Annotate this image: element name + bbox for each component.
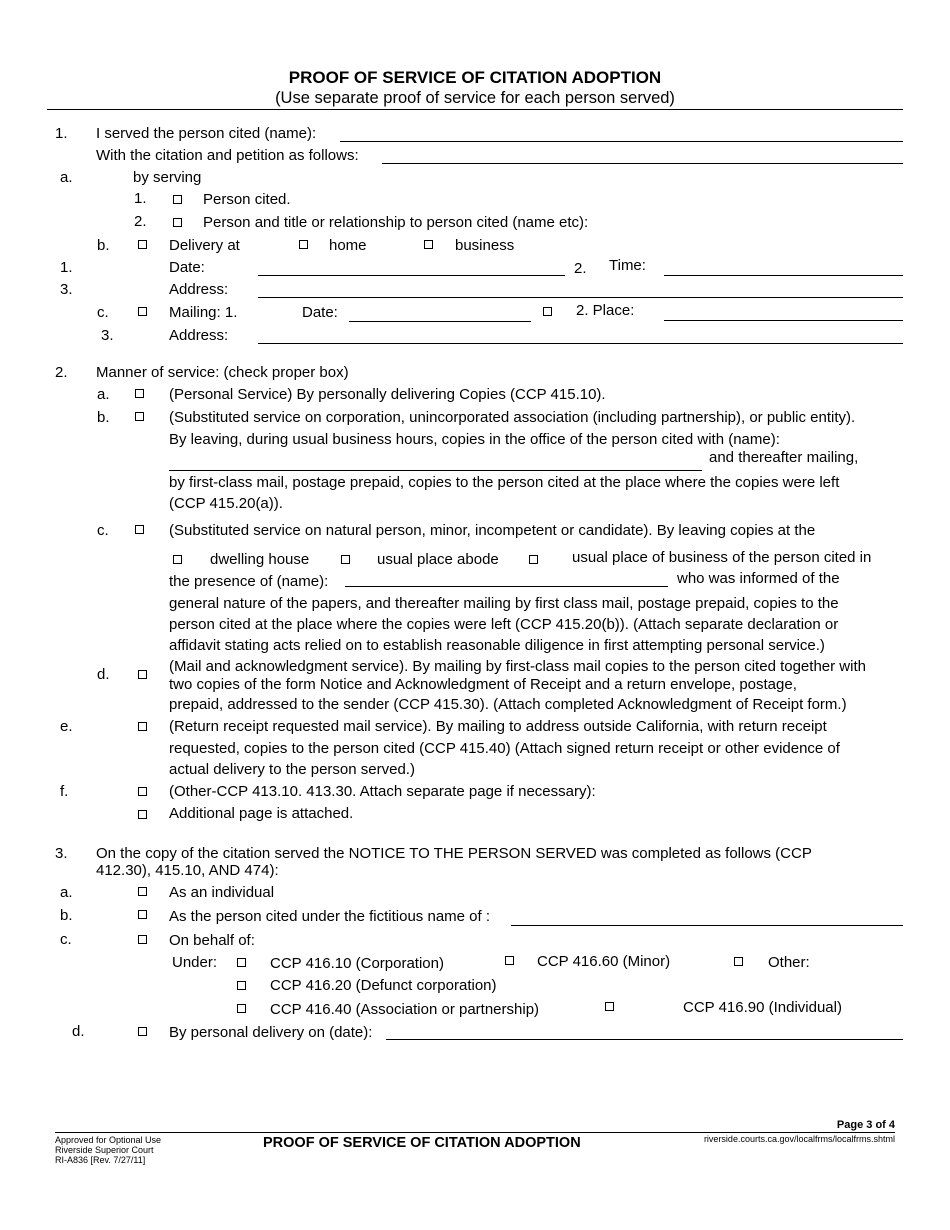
personal-service-text: (Personal Service) By personally delivering Copies (CCP 415.10). (169, 386, 606, 403)
usual-abode-label: usual place abode (377, 551, 499, 568)
served-name-label: I served the person cited (name): (96, 125, 317, 142)
ccp-41610-label: CCP 416.10 (Corporation) (270, 955, 444, 972)
mailing-address-field[interactable] (258, 343, 903, 344)
s2-c-line1: (Substituted service on natural person, minor, incompetent or candidate). By leaving copies at the (169, 522, 816, 539)
footer-court: Riverside Superior Court (55, 1145, 154, 1155)
ccp-41620-checkbox[interactable] (237, 981, 246, 990)
under-label: Under: (172, 954, 218, 971)
s3-c-letter: c. (60, 931, 72, 948)
s1-c-n3: 3. (101, 327, 114, 344)
presence-name-field[interactable] (345, 586, 668, 587)
footer-url[interactable]: riverside.courts.ca.gov/localfrms/localfrms.shtml (703, 1134, 895, 1144)
mailing-address-label: Address: (169, 327, 229, 344)
mailing-place-checkbox[interactable] (543, 307, 552, 316)
s2-b-line4: by first-class mail, postage prepaid, copies to the person cited at the place where the copies were left (169, 474, 840, 491)
ccp-41640-label: CCP 416.40 (Association or partnership) (270, 1001, 540, 1018)
ccp-41620-label: CCP 416.20 (Defunct corporation) (270, 977, 497, 994)
mailing-checkbox[interactable] (138, 307, 147, 316)
page-title: PROOF OF SERVICE OF CITATION ADOPTION (288, 68, 662, 87)
ccp-41610-checkbox[interactable] (237, 958, 246, 967)
s2-e-line3: actual delivery to the person served.) (169, 761, 415, 778)
footer-rule (55, 1132, 895, 1133)
s1-b-n3: 3. (60, 281, 73, 298)
usual-abode-checkbox[interactable] (341, 555, 350, 564)
fictitious-name-field[interactable] (511, 925, 903, 926)
personal-delivery-checkbox[interactable] (138, 1027, 147, 1036)
citation-field[interactable] (382, 163, 903, 164)
on-behalf-checkbox[interactable] (138, 935, 147, 944)
page-subtitle: (Use separate proof of service for each person served) (275, 89, 675, 107)
footer-approved: Approved for Optional Use (55, 1135, 162, 1145)
delivery-label: Delivery at (169, 237, 240, 254)
usual-business-checkbox[interactable] (529, 555, 538, 564)
s2-c-line4: general nature of the papers, and thereafter mailing by first class mail, postage prepaid, copies to the (169, 595, 839, 612)
person-title-label: Person and title or relationship to person cited (name etc): (203, 214, 589, 231)
usual-business-label: usual place of business of the person cited in (572, 549, 872, 566)
additional-page-checkbox[interactable] (138, 810, 147, 819)
ccp-41690-label: CCP 416.90 (Individual) (683, 999, 842, 1016)
manner-of-service-label: Manner of service: (check proper box) (96, 364, 349, 381)
person-cited-checkbox[interactable] (173, 195, 182, 204)
s1-c-letter: c. (97, 304, 109, 321)
mailing-date-label: Date: (302, 304, 338, 321)
delivery-address-label: Address: (169, 281, 229, 298)
section-2-number: 2. (55, 364, 68, 381)
s3-line2: 412.30), 415.10, AND 474): (96, 862, 279, 879)
s1-b-n2: 2. (574, 260, 587, 277)
office-person-name-field[interactable] (169, 470, 702, 471)
section-1-number: 1. (55, 125, 68, 142)
s2-c-letter: c. (97, 522, 109, 539)
footer-form-number: RI-A836 [Rev. 7/27/11] (55, 1155, 146, 1165)
s1-b-letter: b. (97, 237, 110, 254)
ccp-41660-checkbox[interactable] (505, 956, 514, 965)
s2-b-line5: (CCP 415.20(a)). (169, 495, 283, 512)
s2-e-line2: requested, copies to the person cited (CCP 415.40) (Attach signed return receipt or other evidence of (169, 740, 840, 757)
personal-delivery-date-field[interactable] (386, 1039, 903, 1040)
s1-a-opt2-number: 2. (134, 213, 147, 230)
s2-d-letter: d. (97, 666, 110, 683)
s2-e-line1: (Return receipt requested mail service). By mailing to address outside California, with return receipt (169, 718, 827, 735)
s2-c-line6: affidavit stating acts relied on to establish reasonable diligence in first attempting personal service.) (169, 637, 825, 654)
dwelling-house-label: dwelling house (210, 551, 310, 568)
presence-label: the presence of (name): (169, 573, 329, 590)
dwelling-house-checkbox[interactable] (173, 555, 182, 564)
business-label: business (455, 237, 515, 254)
mail-ack-checkbox[interactable] (138, 670, 147, 679)
mailing-place-label: 2. Place: (576, 302, 635, 319)
mailing-date-field[interactable] (349, 321, 531, 322)
informed-label: who was informed of the (677, 570, 840, 587)
home-checkbox[interactable] (299, 240, 308, 249)
substituted-corp-checkbox[interactable] (135, 412, 144, 421)
other-label: Other: (768, 954, 810, 971)
s2-f-line1: (Other-CCP 413.10. 413.30. Attach separate page if necessary): (169, 783, 596, 800)
mailing-label: Mailing: 1. (169, 304, 238, 321)
citation-label: With the citation and petition as follows: (96, 147, 359, 164)
header-rule (47, 109, 903, 110)
as-individual-checkbox[interactable] (138, 887, 147, 896)
delivery-time-label: Time: (609, 257, 646, 274)
by-serving-label: by serving (133, 169, 202, 186)
s2-e-letter: e. (60, 718, 73, 735)
page-number: Page 3 of 4 (836, 1119, 895, 1131)
delivery-date-field[interactable] (258, 275, 565, 276)
on-behalf-label: On behalf of: (169, 932, 255, 949)
s3-line1: On the copy of the citation served the NOTICE TO THE PERSON SERVED was completed as follows (CCP (96, 845, 812, 862)
other-checkbox[interactable] (734, 957, 743, 966)
mailing-place-field[interactable] (664, 320, 903, 321)
s2-b-line2: By leaving, during usual business hours, copies in the office of the person cited with (name): (169, 431, 780, 448)
s2-a-letter: a. (97, 386, 110, 403)
s2-d-line3: prepaid, addressed to the sender (CCP 415.30). (Attach completed Acknowledgment of Receipt form.) (169, 696, 847, 713)
s1-b-n1: 1. (60, 259, 73, 276)
s1-a-opt1-number: 1. (134, 190, 147, 207)
as-individual-label: As an individual (169, 884, 275, 901)
footer-title: PROOF OF SERVICE OF CITATION ADOPTION (263, 1135, 581, 1151)
substituted-natural-checkbox[interactable] (135, 525, 144, 534)
s2-b-line1: (Substituted service on corporation, unincorporated association (including partnership), or public entity). (169, 409, 856, 426)
s2-f-letter: f. (60, 783, 69, 800)
ccp-41640-checkbox[interactable] (237, 1004, 246, 1013)
served-name-field[interactable] (340, 141, 903, 142)
delivery-address-field[interactable] (258, 297, 903, 298)
s2-d-line2: two copies of the form Notice and Acknowledgment of Receipt and a return envelope, postage, (169, 676, 797, 693)
delivery-checkbox[interactable] (138, 240, 147, 249)
s3-a-letter: a. (60, 884, 73, 901)
other-ccp-checkbox[interactable] (138, 787, 147, 796)
ccp-41660-label: CCP 416.60 (Minor) (537, 953, 671, 970)
business-checkbox[interactable] (424, 240, 433, 249)
s2-b-letter: b. (97, 409, 110, 426)
s2-c-line5: person cited at the place where the copies were left (CCP 415.20(b)). (Attach separate declaration or (169, 616, 839, 633)
return-receipt-checkbox[interactable] (138, 722, 147, 731)
delivery-date-label: Date: (169, 259, 205, 276)
ccp-41690-checkbox[interactable] (605, 1002, 614, 1011)
fictitious-name-checkbox[interactable] (138, 910, 147, 919)
personal-service-checkbox[interactable] (135, 389, 144, 398)
personal-delivery-label: By personal delivery on (date): (169, 1024, 373, 1041)
s2-b-line3: and thereafter mailing, (709, 449, 859, 466)
s1-a-letter: a. (60, 169, 73, 186)
person-title-checkbox[interactable] (173, 218, 182, 227)
delivery-time-field[interactable] (664, 275, 903, 276)
s2-f-line2: Additional page is attached. (169, 805, 354, 822)
s2-d-line1: (Mail and acknowledgment service). By mailing by first-class mail copies to the person cited together with (169, 658, 866, 675)
section-3-number: 3. (55, 845, 68, 862)
home-label: home (329, 237, 367, 254)
s3-b-letter: b. (60, 907, 73, 924)
s3-d-letter: d. (72, 1023, 85, 1040)
fictitious-name-label: As the person cited under the fictitious name of : (169, 908, 491, 925)
person-cited-label: Person cited. (203, 191, 291, 208)
